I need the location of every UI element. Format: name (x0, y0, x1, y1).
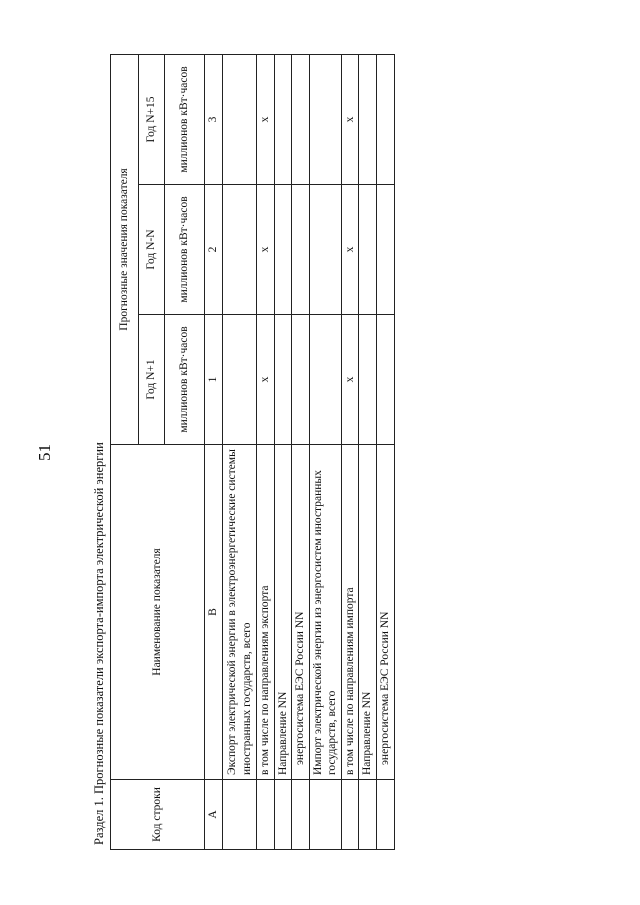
row-value (359, 315, 376, 445)
header-unit-1: миллионов кВт·часов (165, 315, 205, 445)
table-row (376, 55, 394, 850)
table-row-index (205, 55, 223, 850)
row-value: x (257, 185, 275, 315)
row-value: x (341, 315, 358, 445)
row-value (223, 185, 257, 315)
row-value (309, 185, 341, 315)
row-value (376, 55, 394, 185)
row-code (309, 780, 341, 850)
row-value: x (257, 315, 275, 445)
row-name: энергосистема ЕЭС России NN (376, 445, 394, 780)
indicators-table (110, 54, 395, 850)
row-name: в том числе по направлениям импорта (341, 445, 358, 780)
row-value (292, 185, 309, 315)
index-value-3: 3 (205, 55, 223, 185)
index-value-1: 1 (205, 315, 223, 445)
row-value (292, 55, 309, 185)
row-name: Экспорт электрической энергии в электроэнергетические системы иностранных государств, всего (223, 445, 257, 780)
header-year-1: Год N+1 (139, 315, 165, 445)
row-value (376, 185, 394, 315)
table-row (309, 55, 341, 850)
row-name: Направление NN (359, 445, 376, 780)
row-code (257, 780, 275, 850)
header-year-3: Год N+15 (139, 55, 165, 185)
table-row (292, 55, 309, 850)
header-unit-2: миллионов кВт·часов (165, 185, 205, 315)
row-value: x (257, 55, 275, 185)
row-name: в том числе по направлениям экспорта (257, 445, 275, 780)
row-value (359, 55, 376, 185)
header-forecast-group: Прогнозные значения показателя (111, 55, 139, 445)
rotated-page-content (90, 55, 391, 850)
row-value (309, 315, 341, 445)
table-row (223, 55, 257, 850)
row-value (309, 55, 341, 185)
row-value (292, 315, 309, 445)
row-value (376, 315, 394, 445)
header-year-2: Год N-N (139, 185, 165, 315)
row-code (359, 780, 376, 850)
row-code (376, 780, 394, 850)
row-value (275, 315, 292, 445)
row-value: x (341, 55, 358, 185)
row-code (341, 780, 358, 850)
row-value (223, 55, 257, 185)
table-row (341, 55, 358, 850)
row-value (359, 185, 376, 315)
row-code (223, 780, 257, 850)
page-number: 51 (35, 444, 54, 461)
section-title: Раздел 1. Прогнозные показатели экспорта-импорта электрической энергии (92, 442, 106, 845)
index-code: А (205, 780, 223, 850)
row-code (292, 780, 309, 850)
index-name: В (205, 445, 223, 780)
header-unit-3: миллионов кВт·часов (165, 55, 205, 185)
index-value-2: 2 (205, 185, 223, 315)
row-name: энергосистема ЕЭС России NN (292, 445, 309, 780)
header-code: Код строки (111, 780, 205, 850)
row-code (275, 780, 292, 850)
row-value (275, 55, 292, 185)
row-value (275, 185, 292, 315)
row-value (223, 315, 257, 445)
header-name: Наименование показателя (111, 445, 205, 780)
table-row (257, 55, 275, 850)
table-row (359, 55, 376, 850)
table-row (275, 55, 292, 850)
row-name: Направление NN (275, 445, 292, 780)
row-value: x (341, 185, 358, 315)
row-name: Импорт электрической энергии из энергосистем иностранных государств, всего (309, 445, 341, 780)
